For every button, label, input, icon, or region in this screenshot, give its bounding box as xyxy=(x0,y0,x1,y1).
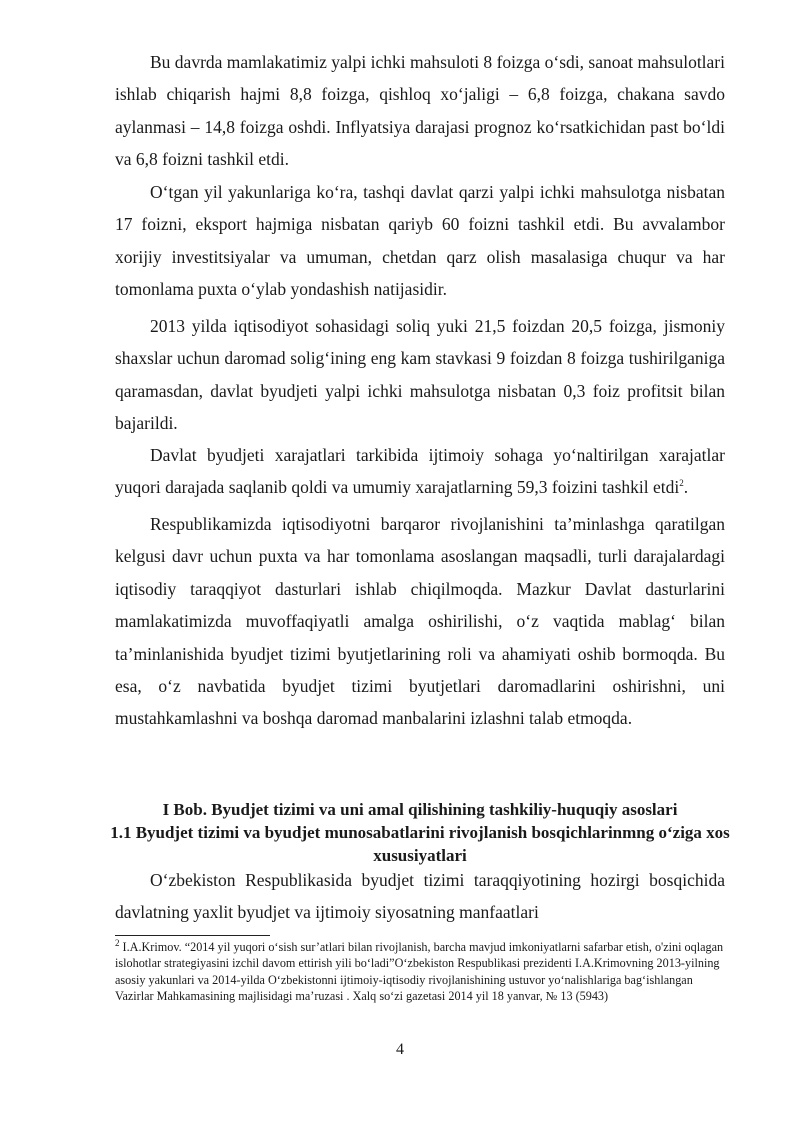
body-paragraph-5: Respublikamizda iqtisodiyotni barqaror rivojlanishini ta’minlashga qaratilgan kelgusi davr uchun puxta va har tomonlama asoslangan maqsadli, turli darajalardagi iqtisodiy taraqqiyot dasturlari ishlab chiqilmoqda. Mazkur Davlat dasturlarini mamlakatimizda muvoffaqiyatli amalga oshirilishi, o‘z vaqtida mablag‘ bilan ta’minlanishida byudjet tizimi byutjetlarining roli va ahamiyati oshib bormoqda. Bu esa, o‘z navbatida byudjet tizimi byutjetlari daromadlarini oshirishni, uni mustahkamlashni va boshqa daromad manbalarini izlashni talab etmoqda. xyxy=(115,514,725,729)
body-paragraph-4-text: Davlat byudjeti xarajatlari tarkibida ijtimoiy sohaga yo‘naltirilgan xarajatlar yuqori darajada saqlanib qoldi va umumiy xarajatlarning 59,3 foizini tashkil etdi xyxy=(115,445,725,498)
footnote-marker: 2 xyxy=(115,937,120,948)
body-paragraph-4 xyxy=(115,439,725,504)
footnote-text: I.A.Krimov. “2014 yil yuqori o‘sish sur’atlari bilan rivojlanish, barcha mavjud imkoniyatlarni safarbar etish, o'zini oqlagan islohotlar strategiyasini izchil davom ettirish yili bo‘ladi”O‘zbekiston Respublikasi prezidenti I.A.Krimovning 2013-yilning asosiy yakunlari va 2014-yilda O‘zbekistonni ijtimoiy-iqtisodiy rivojlanishining ustuvor yo‘nalishlariga bag‘ishlangan Vazirlar Mahkamasining majlisidagi ma’ruzasi . Xalq so‘zi gazetasi 2014 yil 18 yanvar, № 13 (5943) xyxy=(115,940,724,1004)
body-paragraph-6: O‘zbekiston Respublikasida byudjet tizimi taraqqiyotining hozirgi bosqichida davlatning yaxlit byudjet va ijtimoiy siyosatning manfaatlari xyxy=(115,870,725,923)
section-heading: 1.1 Byudjet tizimi va byudjet munosabatlarini rivojlanish bosqichlarinmng o‘ziga xos xususiyatlari xyxy=(110,823,730,865)
footnote-reference[interactable]: 2 xyxy=(679,478,684,489)
footnote-separator xyxy=(115,935,270,936)
footnote-reference-period: . xyxy=(683,477,689,498)
page-number: 4 xyxy=(396,1041,404,1058)
footnote xyxy=(115,939,725,1005)
body-paragraph-2: O‘tgan yil yakunlariga ko‘ra, tashqi davlat qarzi yalpi ichki mahsulotga nisbatan 17 foizni, eksport hajmiga nisbatan qariyb 60 foizni tashkil etdi. Bu avvalambor xorijiy investitsiyalar va umuman, chetdan qarz olish masalasiga chuqur va har tomonlama puxta o‘ylab yondashish natijasidir. xyxy=(115,182,725,300)
body-paragraph-1: Bu davrda mamlakatimiz yalpi ichki mahsuloti 8 foizga o‘sdi, sanoat mahsulotlari ishlab chiqarish hajmi 8,8 foizga, qishloq xo‘jaligi – 6,8 foizga, chakana savdo aylanmasi – 14,8 foizga oshdi. Inflyatsiya darajasi prognoz ko‘rsatkichidan past bo‘ldi va 6,8 foizni tashkil etdi. xyxy=(115,52,725,170)
body-paragraph-3: 2013 yilda iqtisodiyot sohasidagi soliq yuki 21,5 foizdan 20,5 foizga, jismoniy shaxslar uchun daromad solig‘ining eng kam stavkasi 9 foizdan 8 foizga tushirilganiga qaramasdan, davlat byudjeti yalpi ichki mahsulotga nisbatan 0,3 foiz profitsit bilan bajarildi. xyxy=(115,316,725,434)
chapter-heading: I Bob. Byudjet tizimi va uni amal qilishining tashkiliy-huquqiy asoslari xyxy=(162,800,678,819)
